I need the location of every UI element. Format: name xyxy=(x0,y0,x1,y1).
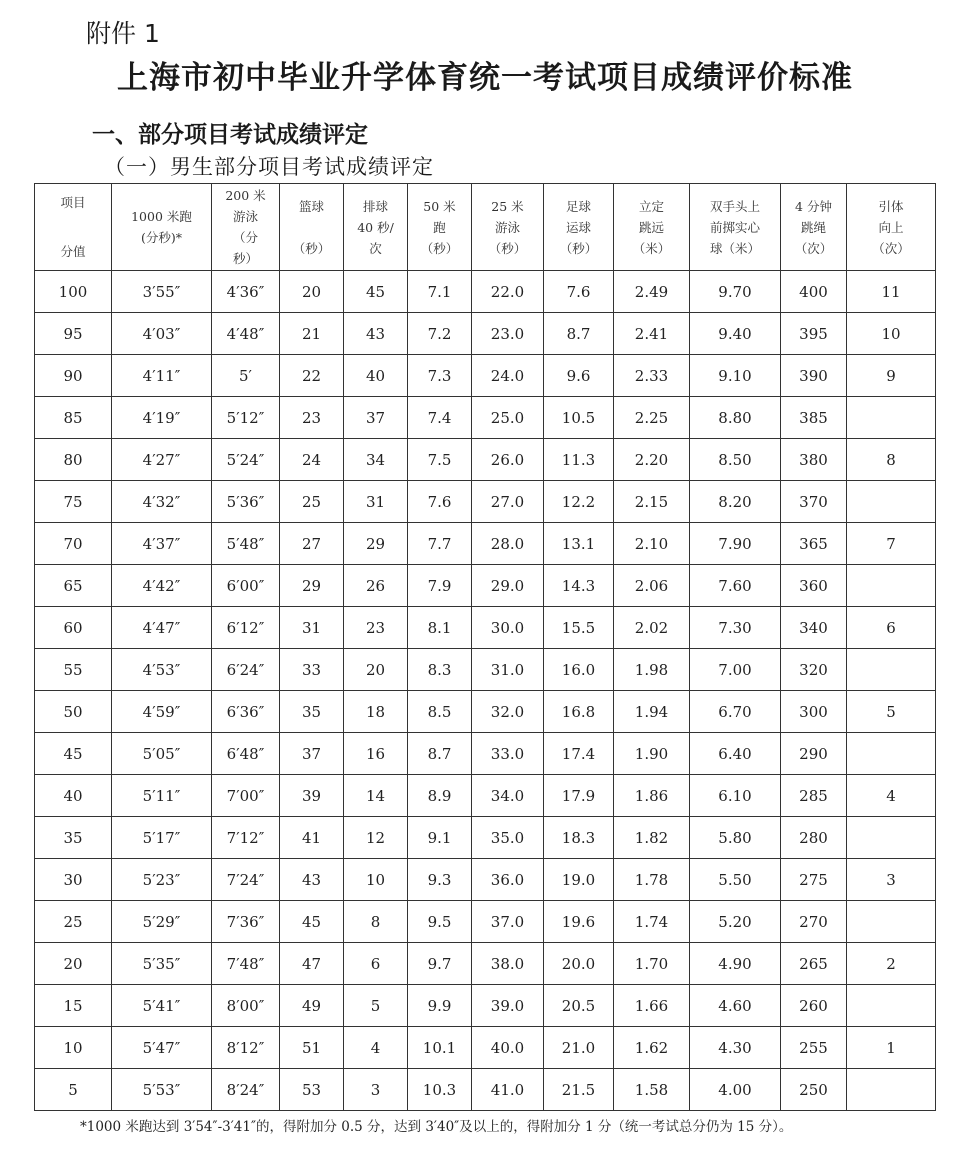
table-cell: 45 xyxy=(280,901,344,943)
table-cell: 2.33 xyxy=(614,355,690,397)
table-cell: 26 xyxy=(344,565,408,607)
table-cell xyxy=(847,481,936,523)
table-cell: 280 xyxy=(781,817,847,859)
table-cell: 1.98 xyxy=(614,649,690,691)
table-cell: 9.40 xyxy=(690,313,781,355)
table-cell: 37 xyxy=(280,733,344,775)
table-cell: 2.25 xyxy=(614,397,690,439)
table-cell: 20.5 xyxy=(544,985,614,1027)
table-row xyxy=(35,1027,936,1069)
table-cell: 5′35″ xyxy=(112,943,212,985)
table-row xyxy=(35,733,936,775)
table-cell: 12.2 xyxy=(544,481,614,523)
table-row xyxy=(35,481,936,523)
table-cell: 33 xyxy=(280,649,344,691)
table-cell: 260 xyxy=(781,985,847,1027)
subsection-heading: （一）男生部分项目考试成绩评定 xyxy=(104,155,434,179)
table-cell: 7′24″ xyxy=(212,859,280,901)
table-cell: 1.58 xyxy=(614,1069,690,1111)
table-cell: 5 xyxy=(847,691,936,733)
table-cell: 4.00 xyxy=(690,1069,781,1111)
score-cell: 75 xyxy=(35,481,112,523)
header-cell: 篮球 （秒） xyxy=(280,184,344,271)
score-cell: 60 xyxy=(35,607,112,649)
table-cell: 8.9 xyxy=(408,775,472,817)
table-cell: 6′48″ xyxy=(212,733,280,775)
corner-top-label: 项目 xyxy=(60,195,86,210)
header-cell: 50 米 跑 （秒） xyxy=(408,184,472,271)
table-cell: 8.50 xyxy=(690,439,781,481)
table-cell: 8.3 xyxy=(408,649,472,691)
table-cell: 2.20 xyxy=(614,439,690,481)
table-cell: 5′41″ xyxy=(112,985,212,1027)
table-cell: 12 xyxy=(344,817,408,859)
section-heading: 一、部分项目考试成绩评定 xyxy=(92,122,368,148)
table-cell: 1.62 xyxy=(614,1027,690,1069)
table-cell: 23 xyxy=(280,397,344,439)
table-cell: 4.30 xyxy=(690,1027,781,1069)
table-cell: 24.0 xyxy=(472,355,544,397)
score-cell: 35 xyxy=(35,817,112,859)
table-cell: 37 xyxy=(344,397,408,439)
table-cell: 6.70 xyxy=(690,691,781,733)
table-cell: 10 xyxy=(847,313,936,355)
table-cell: 1.74 xyxy=(614,901,690,943)
table-cell: 265 xyxy=(781,943,847,985)
table-cell: 29.0 xyxy=(472,565,544,607)
table-cell: 53 xyxy=(280,1069,344,1111)
table-cell: 4′48″ xyxy=(212,313,280,355)
table-cell: 8.80 xyxy=(690,397,781,439)
table-cell: 5′17″ xyxy=(112,817,212,859)
table-cell: 320 xyxy=(781,649,847,691)
score-cell: 70 xyxy=(35,523,112,565)
table-row xyxy=(35,313,936,355)
score-cell: 90 xyxy=(35,355,112,397)
table-cell: 250 xyxy=(781,1069,847,1111)
table-cell: 8′00″ xyxy=(212,985,280,1027)
table-cell: 4′03″ xyxy=(112,313,212,355)
table-cell: 3′55″ xyxy=(112,271,212,313)
table-cell: 20 xyxy=(280,271,344,313)
table-cell: 1.94 xyxy=(614,691,690,733)
table-cell: 6′12″ xyxy=(212,607,280,649)
table-cell: 10.1 xyxy=(408,1027,472,1069)
table-cell: 255 xyxy=(781,1027,847,1069)
table-cell: 4′27″ xyxy=(112,439,212,481)
table-cell: 33.0 xyxy=(472,733,544,775)
table-cell: 23 xyxy=(344,607,408,649)
table-cell: 5′24″ xyxy=(212,439,280,481)
table-cell: 7′12″ xyxy=(212,817,280,859)
table-cell: 4.90 xyxy=(690,943,781,985)
table-cell: 5′ xyxy=(212,355,280,397)
table-cell: 18.3 xyxy=(544,817,614,859)
table-cell: 11.3 xyxy=(544,439,614,481)
table-cell: 380 xyxy=(781,439,847,481)
score-cell: 40 xyxy=(35,775,112,817)
table-cell: 7.1 xyxy=(408,271,472,313)
score-cell: 20 xyxy=(35,943,112,985)
table-cell: 5′23″ xyxy=(112,859,212,901)
table-row xyxy=(35,523,936,565)
table-cell: 31 xyxy=(344,481,408,523)
table-cell: 400 xyxy=(781,271,847,313)
table-cell: 27 xyxy=(280,523,344,565)
table-cell: 270 xyxy=(781,901,847,943)
table-row xyxy=(35,901,936,943)
attachment-label: 附件 1 xyxy=(86,19,160,48)
table-cell: 43 xyxy=(280,859,344,901)
table-cell: 1.78 xyxy=(614,859,690,901)
table-cell: 8 xyxy=(344,901,408,943)
table-cell: 4′32″ xyxy=(112,481,212,523)
table-cell: 4.60 xyxy=(690,985,781,1027)
table-cell: 2.41 xyxy=(614,313,690,355)
table-cell: 285 xyxy=(781,775,847,817)
table-cell: 14 xyxy=(344,775,408,817)
table-cell: 31 xyxy=(280,607,344,649)
table-cell: 9.6 xyxy=(544,355,614,397)
table-cell: 5′12″ xyxy=(212,397,280,439)
table-cell: 3 xyxy=(847,859,936,901)
table-cell: 10.5 xyxy=(544,397,614,439)
table-cell: 41.0 xyxy=(472,1069,544,1111)
table-cell: 8.7 xyxy=(544,313,614,355)
table-cell: 5′53″ xyxy=(112,1069,212,1111)
header-cell: 立定 跳远 （米） xyxy=(614,184,690,271)
table-cell: 7.2 xyxy=(408,313,472,355)
table-cell xyxy=(847,1069,936,1111)
table-cell: 20 xyxy=(344,649,408,691)
table-row xyxy=(35,985,936,1027)
header-cell: 引体 向上 （次） xyxy=(847,184,936,271)
score-cell: 10 xyxy=(35,1027,112,1069)
table-cell: 51 xyxy=(280,1027,344,1069)
table-row xyxy=(35,691,936,733)
table-cell: 7.30 xyxy=(690,607,781,649)
table-cell: 43 xyxy=(344,313,408,355)
table-cell: 1.82 xyxy=(614,817,690,859)
table-cell: 20.0 xyxy=(544,943,614,985)
table-cell xyxy=(847,901,936,943)
score-cell: 25 xyxy=(35,901,112,943)
table-cell: 2.02 xyxy=(614,607,690,649)
table-cell xyxy=(847,985,936,1027)
header-cell: 4 分钟 跳绳 （次） xyxy=(781,184,847,271)
table-cell: 5′36″ xyxy=(212,481,280,523)
table-cell: 4 xyxy=(847,775,936,817)
table-row xyxy=(35,775,936,817)
table-cell: 35 xyxy=(280,691,344,733)
table-cell: 7.60 xyxy=(690,565,781,607)
table-cell: 49 xyxy=(280,985,344,1027)
table-row xyxy=(35,943,936,985)
table-cell: 47 xyxy=(280,943,344,985)
table-cell: 17.4 xyxy=(544,733,614,775)
table-cell: 5.50 xyxy=(690,859,781,901)
table-cell: 395 xyxy=(781,313,847,355)
table-cell: 7.4 xyxy=(408,397,472,439)
table-cell: 6 xyxy=(847,607,936,649)
table-cell: 11 xyxy=(847,271,936,313)
header-cell: 双手头上 前掷实心 球（米） xyxy=(690,184,781,271)
table-cell: 28.0 xyxy=(472,523,544,565)
table-cell: 7.90 xyxy=(690,523,781,565)
table-cell: 7.9 xyxy=(408,565,472,607)
table-cell: 21 xyxy=(280,313,344,355)
table-cell: 30.0 xyxy=(472,607,544,649)
footnote: *1000 米跑达到 3′54″-3′41″的，得附加分 0.5 分，达到 3′40″及以上的，得附加分 1 分（统一考试总分仍为 15 分）。 xyxy=(80,1119,793,1135)
table-cell: 36.0 xyxy=(472,859,544,901)
table-cell: 4′47″ xyxy=(112,607,212,649)
table-cell xyxy=(847,649,936,691)
table-cell: 4′36″ xyxy=(212,271,280,313)
score-cell: 95 xyxy=(35,313,112,355)
table-cell: 2.49 xyxy=(614,271,690,313)
table-cell: 4′42″ xyxy=(112,565,212,607)
table-cell: 2.15 xyxy=(614,481,690,523)
table-row xyxy=(35,271,936,313)
score-cell: 30 xyxy=(35,859,112,901)
table-cell: 16.8 xyxy=(544,691,614,733)
table-cell: 23.0 xyxy=(472,313,544,355)
table-cell: 19.0 xyxy=(544,859,614,901)
table-row xyxy=(35,817,936,859)
table-cell: 17.9 xyxy=(544,775,614,817)
table-cell: 38.0 xyxy=(472,943,544,985)
score-cell: 85 xyxy=(35,397,112,439)
table-cell: 8′12″ xyxy=(212,1027,280,1069)
table-row xyxy=(35,1069,936,1111)
table-row xyxy=(35,355,936,397)
table-cell: 9.70 xyxy=(690,271,781,313)
table-cell: 16.0 xyxy=(544,649,614,691)
table-cell: 34 xyxy=(344,439,408,481)
table-cell: 1 xyxy=(847,1027,936,1069)
header-cell: 1000 米跑 (分秒)* xyxy=(112,184,212,271)
table-cell: 5′11″ xyxy=(112,775,212,817)
table-cell: 40 xyxy=(344,355,408,397)
table-cell: 14.3 xyxy=(544,565,614,607)
table-cell: 35.0 xyxy=(472,817,544,859)
table-cell: 6.10 xyxy=(690,775,781,817)
table-cell: 4′59″ xyxy=(112,691,212,733)
table-cell: 2 xyxy=(847,943,936,985)
table-cell: 290 xyxy=(781,733,847,775)
table-cell: 8′24″ xyxy=(212,1069,280,1111)
table-cell: 385 xyxy=(781,397,847,439)
table-cell: 29 xyxy=(280,565,344,607)
table-cell: 10 xyxy=(344,859,408,901)
table-cell: 31.0 xyxy=(472,649,544,691)
table-cell: 7′36″ xyxy=(212,901,280,943)
table-cell: 21.0 xyxy=(544,1027,614,1069)
table-cell: 7.7 xyxy=(408,523,472,565)
table-row xyxy=(35,439,936,481)
header-cell: 200 米 游泳 （分 秒） xyxy=(212,184,280,271)
table-cell: 39 xyxy=(280,775,344,817)
table-cell: 8.20 xyxy=(690,481,781,523)
table-row xyxy=(35,607,936,649)
header-cell-corner xyxy=(35,184,112,271)
table-cell: 37.0 xyxy=(472,901,544,943)
table-cell: 300 xyxy=(781,691,847,733)
score-cell: 65 xyxy=(35,565,112,607)
score-cell: 15 xyxy=(35,985,112,1027)
table-cell: 40.0 xyxy=(472,1027,544,1069)
table-cell: 7.6 xyxy=(408,481,472,523)
table-cell: 22 xyxy=(280,355,344,397)
table-cell: 7.5 xyxy=(408,439,472,481)
table-cell: 5 xyxy=(344,985,408,1027)
table-body xyxy=(35,271,936,1111)
table-cell: 26.0 xyxy=(472,439,544,481)
table-cell xyxy=(847,733,936,775)
table-cell: 2.06 xyxy=(614,565,690,607)
table-cell: 6.40 xyxy=(690,733,781,775)
table-cell: 24 xyxy=(280,439,344,481)
table-row xyxy=(35,859,936,901)
table-cell: 45 xyxy=(344,271,408,313)
header-cell: 25 米 游泳 （秒） xyxy=(472,184,544,271)
table-cell: 8 xyxy=(847,439,936,481)
table-cell: 13.1 xyxy=(544,523,614,565)
table-cell: 4′37″ xyxy=(112,523,212,565)
score-cell: 45 xyxy=(35,733,112,775)
table-cell: 6′24″ xyxy=(212,649,280,691)
table-cell: 27.0 xyxy=(472,481,544,523)
table-cell: 360 xyxy=(781,565,847,607)
table-cell: 7.3 xyxy=(408,355,472,397)
table-cell: 1.86 xyxy=(614,775,690,817)
table-cell: 5.20 xyxy=(690,901,781,943)
table-cell: 18 xyxy=(344,691,408,733)
table-cell: 6′36″ xyxy=(212,691,280,733)
table-cell: 9.3 xyxy=(408,859,472,901)
table-cell: 2.10 xyxy=(614,523,690,565)
table-cell: 7′48″ xyxy=(212,943,280,985)
table-cell: 3 xyxy=(344,1069,408,1111)
table-cell: 4′53″ xyxy=(112,649,212,691)
table-cell: 4′11″ xyxy=(112,355,212,397)
score-cell: 50 xyxy=(35,691,112,733)
table-cell: 25.0 xyxy=(472,397,544,439)
table-cell: 15.5 xyxy=(544,607,614,649)
table-cell: 19.6 xyxy=(544,901,614,943)
header-cell: 排球 40 秒/ 次 xyxy=(344,184,408,271)
table-cell: 29 xyxy=(344,523,408,565)
document-title: 上海市初中毕业升学体育统一考试项目成绩评价标准 xyxy=(117,60,853,96)
table-cell: 370 xyxy=(781,481,847,523)
table-cell: 25 xyxy=(280,481,344,523)
table-cell: 5′29″ xyxy=(112,901,212,943)
table-cell: 8.1 xyxy=(408,607,472,649)
score-cell: 100 xyxy=(35,271,112,313)
score-cell: 55 xyxy=(35,649,112,691)
table-cell: 9 xyxy=(847,355,936,397)
table-cell: 8.5 xyxy=(408,691,472,733)
table-cell: 7.00 xyxy=(690,649,781,691)
table-cell: 7 xyxy=(847,523,936,565)
table-cell: 9.5 xyxy=(408,901,472,943)
table-cell: 1.90 xyxy=(614,733,690,775)
table-cell: 41 xyxy=(280,817,344,859)
table-cell: 9.9 xyxy=(408,985,472,1027)
table-row xyxy=(35,565,936,607)
table-cell: 9.1 xyxy=(408,817,472,859)
table-cell: 7.6 xyxy=(544,271,614,313)
table-cell: 275 xyxy=(781,859,847,901)
table-cell: 365 xyxy=(781,523,847,565)
table-cell: 6 xyxy=(344,943,408,985)
table-cell: 16 xyxy=(344,733,408,775)
table-cell: 21.5 xyxy=(544,1069,614,1111)
table-row xyxy=(35,397,936,439)
table-cell: 22.0 xyxy=(472,271,544,313)
table-cell: 1.66 xyxy=(614,985,690,1027)
table-cell: 5′05″ xyxy=(112,733,212,775)
table-cell: 5′48″ xyxy=(212,523,280,565)
table-cell: 32.0 xyxy=(472,691,544,733)
table-cell: 1.70 xyxy=(614,943,690,985)
table-cell: 7′00″ xyxy=(212,775,280,817)
table-row xyxy=(35,649,936,691)
table-cell: 34.0 xyxy=(472,775,544,817)
table-cell: 9.10 xyxy=(690,355,781,397)
table-cell: 39.0 xyxy=(472,985,544,1027)
header-cell: 足球 运球 （秒） xyxy=(544,184,614,271)
table-cell: 4′19″ xyxy=(112,397,212,439)
table-cell: 4 xyxy=(344,1027,408,1069)
scoring-table xyxy=(34,183,936,1111)
corner-bottom-label: 分值 xyxy=(60,244,86,259)
table-cell: 9.7 xyxy=(408,943,472,985)
table-cell: 6′00″ xyxy=(212,565,280,607)
table-cell xyxy=(847,397,936,439)
score-cell: 5 xyxy=(35,1069,112,1111)
table-cell: 10.3 xyxy=(408,1069,472,1111)
table-cell: 8.7 xyxy=(408,733,472,775)
table-cell xyxy=(847,817,936,859)
table-cell: 5′47″ xyxy=(112,1027,212,1069)
table-cell: 390 xyxy=(781,355,847,397)
table-cell: 5.80 xyxy=(690,817,781,859)
score-cell: 80 xyxy=(35,439,112,481)
table-cell: 340 xyxy=(781,607,847,649)
table-cell xyxy=(847,565,936,607)
table-header-row xyxy=(35,184,936,271)
